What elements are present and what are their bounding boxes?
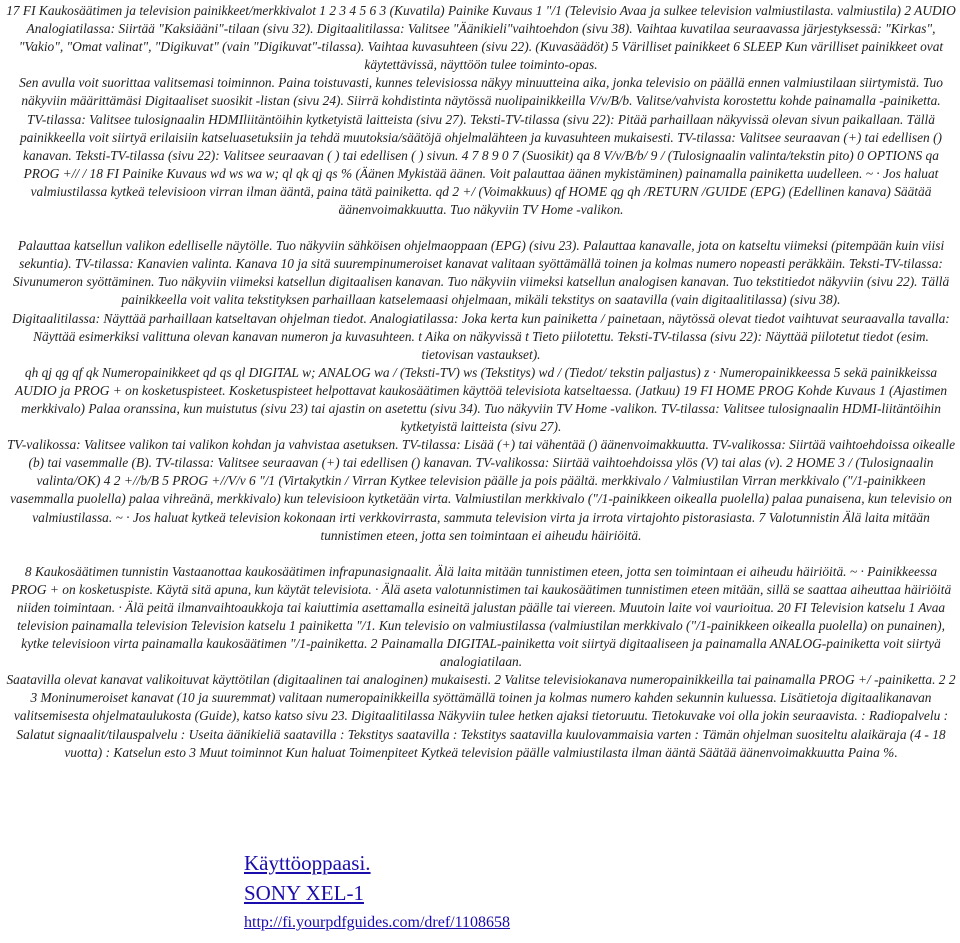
url-link[interactable]: http://fi.yourpdfguides.com/dref/1108658 xyxy=(244,914,511,931)
paragraph-remote-buttons: 17 FI Kaukosäätimen ja television painikkeet/merkkivalot 1 2 3 4 5 6 3 (Kuvatila) Painike Kuvaus 1 "/1 (Televisio Avaa ja sulkee television valmiustilasta. valmiustila) 2 AUDIO Analogiatilassa: Siirtää "Kaksiääni"-tilaan (sivu 32). Digitaalitilassa: Valitsee "Äänikieli"vaihtoehdon (sivu 38). Vaihtaa kuvatilaa seuraavassa järjestyksessä: "Kirkas", "Vakio", "Omat valinat", "Digikuvat" (vain "Digikuvat"-tilassa). Vaihtaa kuvasuhteen (sivu 22). (Kuvasäädöt) 5 Värilliset painikkeet 6 SLEEP Kun värilliset painikkeet ovat käytettävissä, näyttöön tulee toiminto-opas. xyxy=(6,3,956,73)
document-body xyxy=(6,2,956,762)
paragraph-sleep-timer: Sen avulla voit suorittaa valitsemasi toiminnon. Paina toistuvasti, kunnes televisiossa näkyy minuutteina aika, jonka televisio on päällä ennen valmiustilaan siirtymistä. Tuo näkyviin määrittämäsi Digitaaliset suosikit -listan (sivu 24). Siirrä kohdistinta näytössä nuolipainikkeilla V/v/B/b. Valitse/vahvista korostettu kohde painamalla -painiketta. xyxy=(19,75,943,109)
guide-title-link[interactable]: Käyttöoppaasi. xyxy=(244,851,371,875)
product-link[interactable]: SONY XEL-1 xyxy=(244,881,364,905)
paragraph-menu-navigation: TV-valikossa: Valitsee valikon tai valikon kohdan ja vahvistaa asetuksen. TV-tilassa: Lisää (+) tai vähentää () äänenvoimakkuutta. TV-valikossa: Siirtää vaihtoehdoissa oikealle (b) tai vasemmalle (B). TV-tilassa: Valitsee seuraavan (+) tai edellisen () kanavan. TV-valikossa: Siirtää vaihtoehdoissa ylös (V) tai alas (v). 2 HOME 3 / (Tulosignaalin valinta/OK) 4 2 +//b/B 5 PROG +//V/v 6 "/1 (Virtakytkin / Virran Kytkee television päälle ja pois päältä. merkkivalo / Valmiustilan Virran merkkivalo ("/1-painikkeen vasemmalla puolella) palaa vihreänä, merkkivalo) kun televisioon kytketään virta. Valmiustilan merkkivalo ("/1-painikkeen oikealla puolella) palaa punaisena, kun televisio on valmiustilassa. ~ · Jos haluat kytkeä television kokonaan irti verkkovirrasta, sammuta television virta ja irrota virtajohto pistorasiasta. 7 Valotunnistin Älä laita mitään tunnistimen eteen, jotta sen toimintaan ei aiheudu häiriöitä. xyxy=(6,437,956,543)
paragraph-input-select: TV-tilassa: Valitsee tulosignaalin HDMIliitäntöihin kytketyistä laitteista (sivu 27). Teksti-TV-tilassa (sivu 22): Pitää parhaillaan näkyvissä olevan sivun paikallaan. Tällä painikkeella voit siirtyä erilaisiin katseluasetuksiin ja tehdä muutoksia/säätöjä ohjelmalähteen ja kuvasuhteen mukaisesti. TV-tilassa: Valitsee seuraavan (+) tai edellisen () kanavan. Teksti-TV-tilassa (sivu 22): Valitsee seuraavan ( ) tai edellisen ( ) sivun. 4 7 8 9 0 7 (Suosikit) qa 8 V/v/B/b/ 9 / (Tulosignaalin valinta/tekstin pito) 0 OPTIONS qa PROG +// / 18 FI Painike Kuvaus wd ws wa w; ql qk qj qs % (Äänen Mykistää äänen. Voit palauttaa äänen mykistäminen) painamalla painiketta uudelleen. ~ · Jos haluat valmiustilassa kytkeä televisioon virran ilman ääntä, paina tätä painiketta. qd 2 +/ (Voimakkuus) qf HOME qg qh /RETURN /GUIDE (EPG) (Edellinen kanava) Säätää äänenvoimakkuutta. Tuo näkyviin TV Home -valikon. xyxy=(19,111,943,218)
paragraph-channel-selection: Saatavilla olevat kanavat valikoituvat käyttötilan (digitaalinen tai analoginen) mukaisesti. 2 Valitse televisiokanava numeropainikkeilla tai painamalla PROG +/ -painiketta. 2 2 3 Moninumeroiset kanavat (10 ja suuremmat) valitaan numeropainikkeilla syöttämällä toinen ja kolmas numero kahden sekunnin kuluessa. Lisätietoja digitaalikanavan valitsemisesta ohjelmataulukosta (Guide), katso katso sivu 23. Digitaalitilassa Näkyviin tulee hetken ajaksi tietoruutu. Tietokuvake voi olla jokin seuraavista. : Radiopalvelu : Salatut signaalit/tilauspalvelu : Useita äänikieliä saatavilla : Tekstitys saatavilla : Tekstitys saatavilla kuulovammaisia varten : Tämän ohjelman suositeltu alaikäraja (4 - 18 vuotta) : Katselun esto 3 Muut toiminnot Kun haluat Toimenpiteet Kytkeä television päälle valmiustilasta ilman ääntä Säätää äänenvoimakkuutta Paina %. xyxy=(6,672,956,760)
paragraph-remote-sensor: 8 Kaukosäätimen tunnistin Vastaanottaa kaukosäätimen infrapunasignaalit. Älä laita mitään tunnistimen eteen, jotta sen toimintaan ei aiheudu häiriöitä. ~ · Painikkeessa PROG + on kosketuspiste. Käytä sitä apuna, kun käytät televisiota. · Älä aseta valotunnistimen tai kaukosäätimen tunnistimen eteen mitään, sillä se saattaa aiheuttaa häiriöitä niiden toimintaan. · Älä peitä ilmanvaihtoaukkoja tai kaiuttimia asettamalla esineitä jalustan päälle tai viereen. Muutoin laite voi vaurioitua. 20 FI Television katselu 1 Avaa television painamalla television Television katselu 1 painiketta "/1. Kun televisio on valmiustilassa (valmiustilan merkkivalo ("/1-painikkeen oikealla puolella) on punainen), kytke televisioon virta painamalla kaukosäätimen "/1-painiketta. 2 Painamalla DIGITAL-painiketta voit siirtyä digitaaliseen ja painamalla ANALOG-painiketta voit siirtyä analogiatilaan. xyxy=(10,563,952,670)
paragraph-return-guide: Palauttaa katsellun valikon edelliselle näytölle. Tuo näkyviin sähköisen ohjelmaoppaan (EPG) (sivu 23). Palauttaa kanavalle, jota on katseltu viimeksi (pitempään kuin viisi sekuntia). TV-tilassa: Kanavien valinta. Kanava 10 ja sitä suurempinumeroiset kanavat valitaan syöttämällä toinen ja kolmas numero nopeasti peräkkäin. Teksti-TV-tilassa: Sivunumeron syöttäminen. Tuo näkyviin viimeksi katsellun digitaalisen kanavan. Tuo näkyviin viimeksi katsellun analogisen kanavan. Tuo tekstitiedot näkyviin (sivu 22). Tällä painikkeella voit valita tekstityksen parhaillaan katselemaasi ohjelmaan, mikäli tekstitys on saatavilla (vain digitaalitilassa) (sivu 38). xyxy=(12,238,950,308)
paragraph-number-buttons: qh qj qg qf qk Numeropainikkeet qd qs ql DIGITAL w; ANALOG wa / (Teksti-TV) ws (Tekstitys) wd / (Tiedot/ tekstin paljastus) z · Numeropainikkeessa 5 sekä painikkeissa AUDIO ja PROG + on kosketuspisteet. Kosketuspisteet helpottavat kaukosäätimen käyttöä televisiota katseltaessa. (Jatkuu) 19 FI HOME PROG Kohde Kuvaus 1 (Ajastimen merkkivalo) Palaa oranssina, kun muistutus (sivu 23) tai ajastin on asetettu (sivu 34). Tuo näkyviin TV Home -valikon. TV-tilassa: Valitsee tulosignaalin HDMI-liitäntöihin kytketyistä laitteista (sivu 27). xyxy=(14,364,948,435)
paragraph-info-display: Digitaalitilassa: Näyttää parhaillaan katseltavan ohjelman tiedot. Analogiatilassa: Joka kerta kun painiketta / painetaan, näytössä olevat tiedot vaihtuvat seuraavalla tavalla: Näyttää esimerkiksi valittuna olevan kanavan numeron ja kuvasuhteen. t Aika on näkyvissä t Tieto piilotettu. Teksti-TV-tilassa (sivu 22): Näyttää piilotetut tiedot (esim. tietovisan vastaukset). xyxy=(12,310,950,362)
footer-links xyxy=(244,848,510,934)
